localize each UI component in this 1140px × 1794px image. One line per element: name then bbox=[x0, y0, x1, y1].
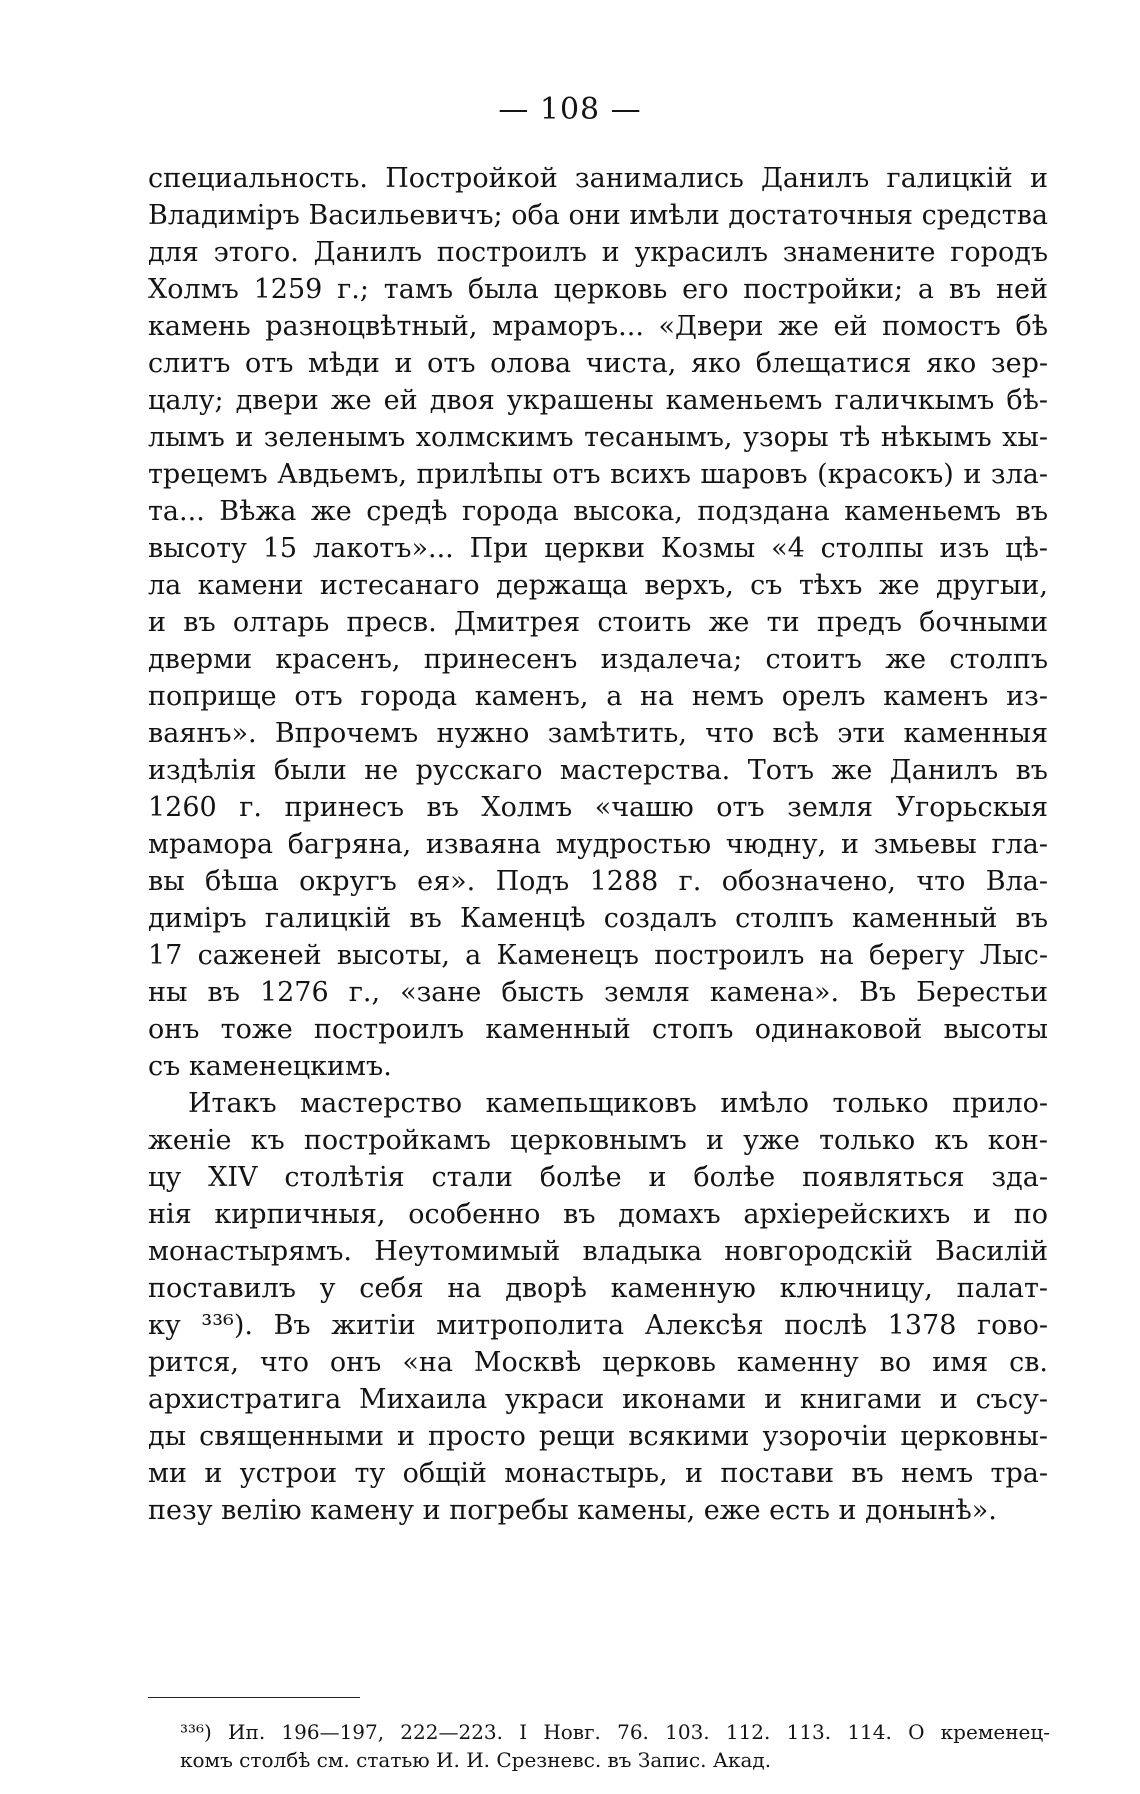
text-line: рится, что онъ «на Москвѣ церковь каменну во имя св. bbox=[148, 1347, 1048, 1378]
text-line: цу XIV столѣтія стали болѣе и болѣе появляться зда- bbox=[148, 1162, 1048, 1193]
text-line: трецемъ Авдьемъ, прилѣпы отъ всихъ шаровъ (красокъ) и зла- bbox=[148, 459, 1048, 490]
footnote-line: ³³⁶) Ип. 196—197, 222—223. I Новг. 76. 103. 112. 113. 114. О кременец- bbox=[180, 1720, 1050, 1744]
text-line: монастырямъ. Неутомимый владыка новгородскій Василій bbox=[148, 1236, 1048, 1267]
text-line: архистратига Михаила украси иконами и книгами и съсу- bbox=[148, 1384, 1048, 1415]
text-line: нія кирпичныя, особенно въ домахъ архіерейскихъ и по bbox=[148, 1199, 1048, 1230]
page-number: — 108 — bbox=[498, 92, 642, 127]
text-line: высоту 15 лакотъ»... При церкви Козмы «4 столпы изъ цѣ- bbox=[148, 533, 1048, 564]
text-line: поставилъ у себя на дворѣ каменную ключницу, палат- bbox=[148, 1273, 1048, 1304]
text-line: издѣлія были не русскаго мастерства. Тотъ же Данилъ въ bbox=[148, 755, 1048, 786]
text-line: женіе къ постройкамъ церковнымъ и уже только къ кон- bbox=[148, 1125, 1048, 1156]
paragraph bbox=[148, 160, 1048, 1085]
text-line: Холмъ 1259 г.; тамъ была церковь его постройки; а въ ней bbox=[148, 274, 1048, 305]
text-line: мрамора багряна, изваяна мудростью чюдну, и змьевы гла- bbox=[148, 829, 1048, 860]
text-line: ды священными и просто рещи всякими узорочіи церковны- bbox=[148, 1421, 1048, 1452]
text-line: съ каменецкимъ. bbox=[148, 1051, 392, 1082]
footnotes bbox=[180, 1718, 1050, 1774]
text-line: Итакъ мастерство камепьщиковъ имѣло только прило- bbox=[188, 1088, 1048, 1119]
text-line: вы бѣша округъ ея». Подъ 1288 г. обозначено, что Вла- bbox=[148, 866, 1048, 897]
footnote-line: комъ столбѣ см. статью И. И. Срезневс. въ Запис. Акад. bbox=[180, 1748, 772, 1772]
text-line: слитъ отъ мѣди и отъ олова чиста, яко блещатися яко зер- bbox=[148, 348, 1048, 379]
text-line: и въ олтарь пресв. Дмитрея стоить же ти предъ бочными bbox=[148, 607, 1048, 638]
text-line: диміръ галицкій въ Каменцѣ создалъ столпъ каменный въ bbox=[148, 903, 1048, 934]
text-line: для этого. Данилъ построилъ и украсилъ знамените городъ bbox=[148, 237, 1048, 268]
text-line: ку ³³⁶). Въ житіи митрополита Алексѣя послѣ 1378 гово- bbox=[148, 1310, 1048, 1341]
text-line: ла камени истесанаго держаща верхъ, съ тѣхъ же другыи, bbox=[148, 570, 1048, 601]
footnote-divider bbox=[148, 1697, 360, 1698]
text-line: поприще отъ города каменъ, а на немъ орелъ каменъ из- bbox=[148, 681, 1048, 712]
text-line: пезу велію камену и погребы камены, еже есть и донынѣ». bbox=[148, 1495, 997, 1526]
text-line: ны въ 1276 г., «зане бысть земля камена». Въ Берестьи bbox=[148, 977, 1048, 1008]
text-line: онъ тоже построилъ каменный стопъ одинаковой высоты bbox=[148, 1014, 1048, 1045]
text-line: ваянъ». Впрочемъ нужно замѣтить, что всѣ эти каменныя bbox=[148, 718, 1048, 749]
text-line: дверми красенъ, принесенъ издалеча; стоитъ же столпъ bbox=[148, 644, 1048, 675]
text-line: цалу; двери же ей двоя украшены каменьемъ галичкымъ бѣ- bbox=[148, 385, 1048, 416]
text-line: 17 саженей высоты, а Каменецъ построилъ на берегу Лыс- bbox=[148, 940, 1048, 971]
text-line: камень разноцвѣтный, мраморъ... «Двери же ей помостъ бѣ bbox=[148, 311, 1048, 342]
text-line: та... Вѣжа же средѣ города высока, подздана каменьемъ въ bbox=[148, 496, 1048, 527]
text-line: 1260 г. принесъ въ Холмъ «чашю отъ земля Угорьскыя bbox=[148, 792, 1048, 823]
text-line: Владиміръ Васильевичъ; оба они имѣли достаточныя средства bbox=[148, 200, 1048, 231]
footnote bbox=[180, 1718, 1050, 1774]
text-line: специальность. Постройкой занимались Данилъ галицкій и bbox=[148, 163, 1048, 194]
text-line: ми и устрои ту общій монастырь, и постави въ немъ тра- bbox=[148, 1458, 1048, 1489]
paragraph bbox=[148, 1085, 1048, 1529]
body-text bbox=[148, 160, 1048, 1529]
text-line: лымъ и зеленымъ холмскимъ тесанымъ, узоры тѣ нѣкымъ хы- bbox=[148, 422, 1048, 453]
